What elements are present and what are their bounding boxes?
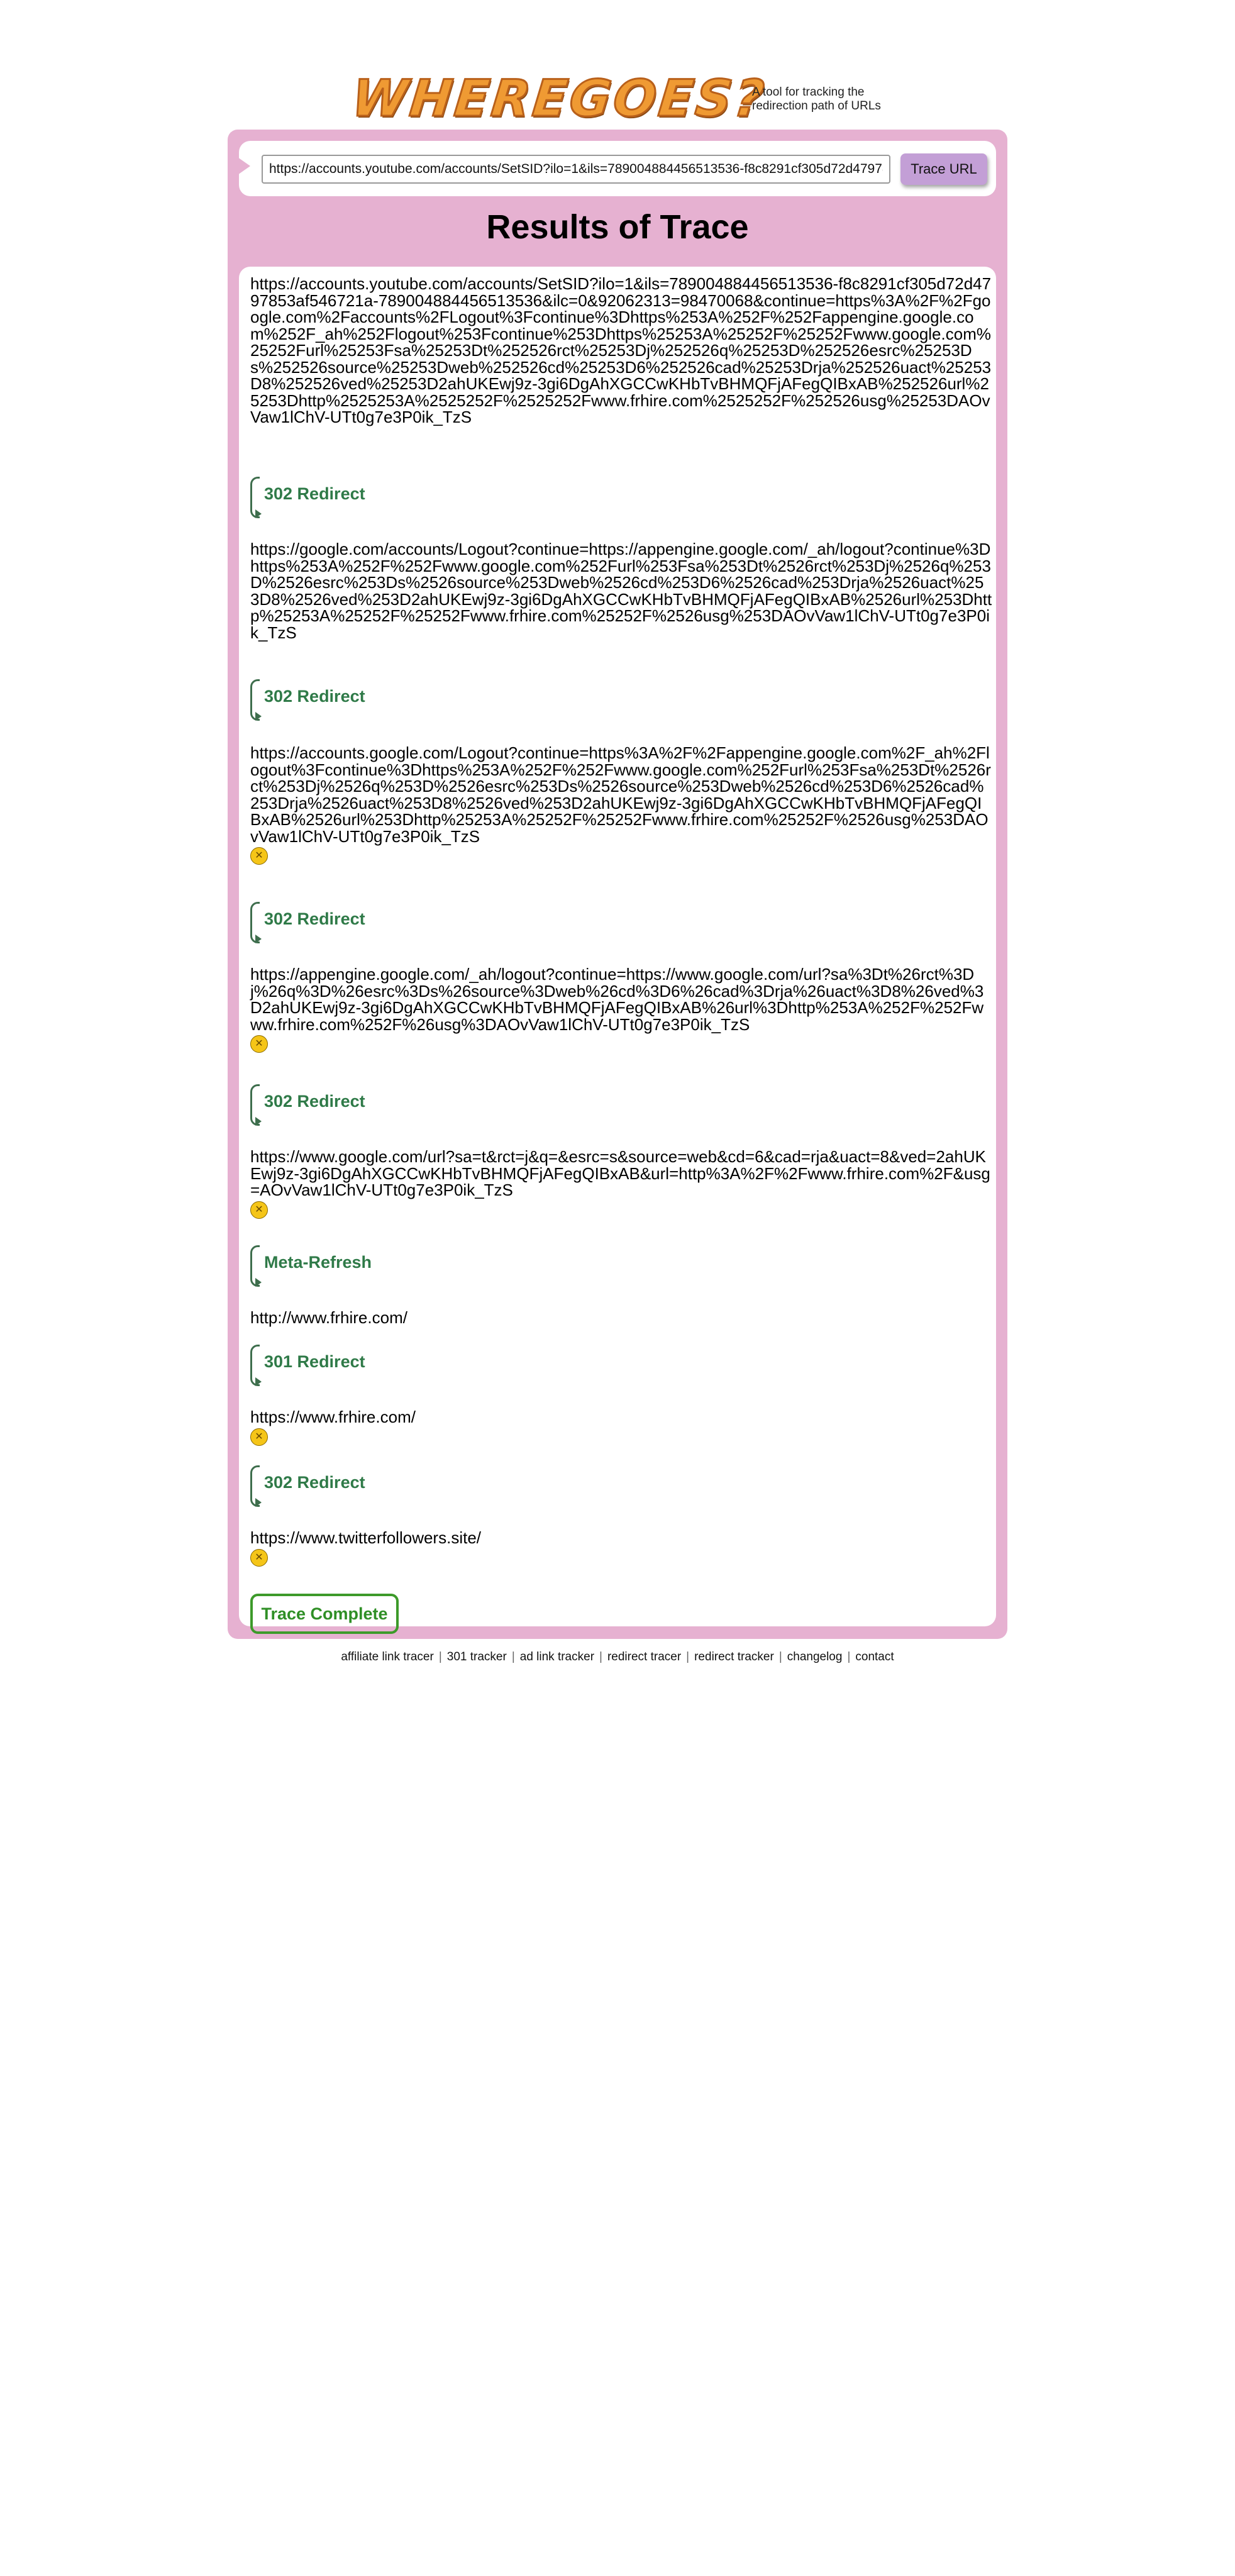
arrow-head-icon [255,1498,262,1507]
warning-icon [250,847,268,865]
arrow-head-icon [255,1278,262,1287]
results-title: Results of Trace [486,208,749,246]
redirect-marker [250,902,502,946]
footer-links [0,1650,1235,1664]
hop-url-text: https://google.com/accounts/Logout?continue=https://appengine.google.com/_ah/logout?continue%3Dhttps%253A%252F%252Fwww.google.com%252Furl%253Fsa%253Dt%2526rct%253Dj%2526q%253D%2526esrc%253Ds%2526source%253Dweb%2526cd%253D6%2526cad%253Drja%2526uact%253D8%2526ved%253D2ahUKEwj9z-3gi6DgAhXGCCwKHbTvBHMQFjAFegQIBxAB%2526url%253Dhttp%25253A%25252F%25252Fwww.frhire.com%25252F%2526usg%253DAOvVaw1lChV-UTt0g7e3P0ik_TzS [250,540,992,642]
footer-link-affiliate-link-tracer[interactable]: affiliate link tracer [341,1650,434,1663]
warning-icon [250,1428,268,1446]
arrow-head-icon [255,712,262,721]
hop-url-text: https://www.google.com/url?sa=t&rct=j&q=&esrc=s&source=web&cd=6&cad=rja&uact=8&ved=2ahUKEwj9z-3gi6DgAhXGCCwKHbTvBHMQFjAFegQIBxAB&url=http%3A%2F%2Fwww.frhire.com%2F&usg=AOvVaw1lChV-UTt0g7e3P0ik_TzS [250,1147,990,1199]
separator: | [438,1650,442,1663]
warning-icon [250,1549,268,1567]
redirect-label: 302 Redirect [264,909,365,928]
separator: | [686,1650,690,1663]
hop-url [250,1309,992,1326]
separator: | [599,1650,602,1663]
trace-complete-badge: Trace Complete [250,1594,399,1634]
footer-link-redirect-tracker[interactable]: redirect tracker [694,1650,774,1663]
redirect-label: 302 Redirect [264,687,365,706]
footer-link-contact[interactable]: contact [855,1650,894,1663]
url-input[interactable] [262,155,890,184]
redirect-marker [250,1245,502,1289]
arrow-head-icon [255,935,262,943]
footer-link-changelog[interactable]: changelog [787,1650,843,1663]
hop-url [250,541,992,641]
trace-url-button[interactable]: Trace URL [900,153,987,185]
hop-url [250,275,992,426]
redirect-label: 301 Redirect [264,1352,365,1371]
trace-form [239,141,996,196]
footer-link-301-tracker[interactable]: 301 tracker [446,1650,507,1663]
site-header [349,69,918,128]
footer-link-redirect-tracer[interactable]: redirect tracer [607,1650,682,1663]
redirect-marker [250,1465,502,1509]
warning-icon [250,1035,268,1053]
footer-link-ad-link-tracker[interactable]: ad link tracker [519,1650,595,1663]
hop-url-text: https://www.twitterfollowers.site/ [250,1528,481,1547]
hop-url [250,966,992,1053]
results-list [239,267,996,1626]
arrow-head-icon [255,1377,262,1386]
redirect-label: 302 Redirect [264,1092,365,1111]
main-panel [228,130,1007,1639]
arrow-head-icon [255,1117,262,1126]
warning-icon [250,1201,268,1219]
hop-url [250,1148,992,1219]
hop-url-text: https://accounts.youtube.com/accounts/SetSID?ilo=1&ils=789004884456513536-f8c8291cf305d72d4797853af546721a-789004884456513536&ilc=0&92062313=98470068&continue=https%3A%2F%2Fgoogle.com%2Faccounts%2FLogout%3Fcontinue%3Dhttps%253A%252F%252Fappengine.google.com%252F_ah%252Flogout%253Fcontinue%253Dhttps%25253A%25252F%25252Fwww.google.com%25252Furl%25253Fsa%25253Dt%252526rct%25253Dj%252526q%25253D%252526esrc%25253Ds%252526source%25253Dweb%252526cd%25253D6%252526cad%25253Drja%252526uact%25253D8%252526ved%25253D2ahUKEwj9z-3gi6DgAhXGCCwKHbTvBHMQFjAFegQIBxAB%252526url%25253Dhttp%2525253A%2525252F%2525252Fwww.frhire.com%2525252F%252526usg%25253DAOvVaw1lChV-UTt0g7e3P0ik_TzS [250,274,992,426]
redirect-label: 302 Redirect [264,1473,365,1492]
hop-url [250,1409,992,1446]
redirect-label: Meta-Refresh [264,1253,372,1272]
redirect-marker [250,477,502,521]
arrow-head-icon [255,509,262,518]
separator: | [778,1650,782,1663]
hop-url [250,745,992,865]
hop-url-text: https://www.frhire.com/ [250,1407,416,1426]
hop-url-text: http://www.frhire.com/ [250,1308,407,1327]
redirect-marker [250,679,502,723]
tagline: A tool for tracking the redirection path of URLs [752,86,881,113]
redirect-marker [250,1084,502,1128]
wheregoes-logo[interactable]: WHEREGOES? [349,69,770,128]
hop-url [250,1530,992,1567]
hop-url-text: https://appengine.google.com/_ah/logout?continue=https://www.google.com/url?sa%3Dt%26rct%3Dj%26q%3D%26esrc%3Ds%26source%3Dweb%26cd%3D6%26cad%3Drja%26uact%3D8%26ved%3D2ahUKEwj9z-3gi6DgAhXGCCwKHbTvBHMQFjAFegQIBxAB%26url%3Dhttp%253A%252F%252Fwww.frhire.com%252F%26usg%3DAOvVaw1lChV-UTt0g7e3P0ik_TzS [250,965,984,1034]
hop-url-text: https://accounts.google.com/Logout?continue=https%3A%2F%2Fappengine.google.com%2F_ah%2Flogout%3Fcontinue%3Dhttps%253A%252F%252Fwww.google.com%252Furl%253Fsa%253Dt%2526rct%253Dj%2526q%253D%2526esrc%253Ds%2526source%253Dweb%2526cd%253D6%2526cad%253Drja%2526uact%253D8%2526ved%253D2ahUKEwj9z-3gi6DgAhXGCCwKHbTvBHMQFjAFegQIBxAB%2526url%253Dhttp%25253A%25252F%25252Fwww.frhire.com%25252F%2526usg%253DAOvVaw1lChV-UTt0g7e3P0ik_TzS [250,743,991,846]
redirect-marker [250,1345,502,1389]
redirect-label: 302 Redirect [264,484,365,503]
separator: | [847,1650,851,1663]
separator: | [511,1650,515,1663]
